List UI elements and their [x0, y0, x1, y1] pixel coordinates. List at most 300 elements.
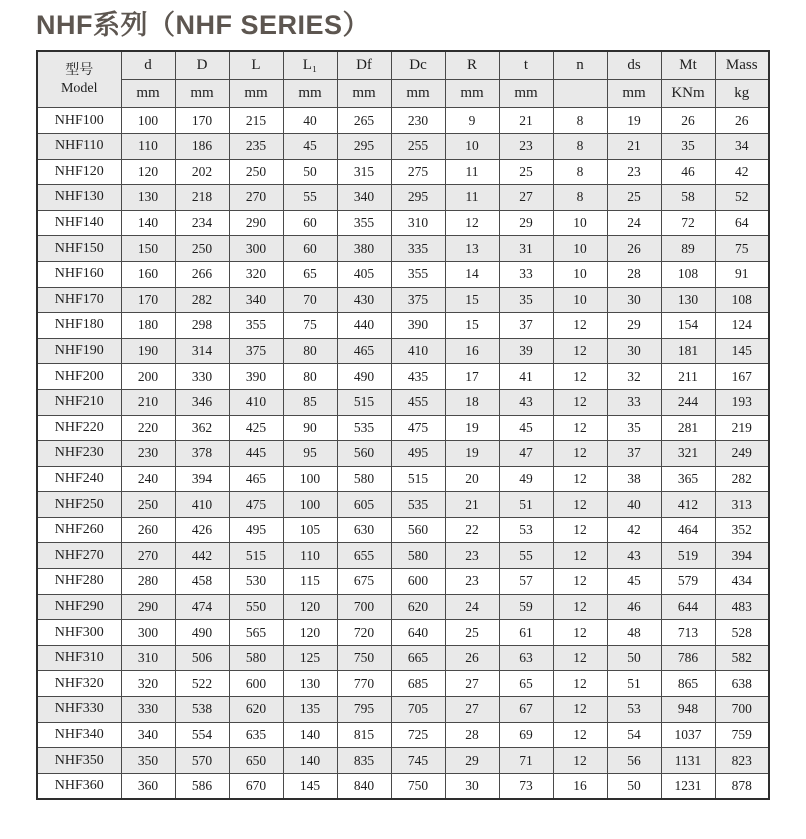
- header-col-unit: [553, 80, 607, 108]
- value-cell: 50: [607, 773, 661, 799]
- table-row: [37, 338, 769, 364]
- value-cell: 145: [715, 338, 769, 364]
- value-cell: 538: [175, 697, 229, 723]
- value-cell: 475: [391, 415, 445, 441]
- table-row: [37, 748, 769, 774]
- value-cell: 10: [553, 210, 607, 236]
- value-cell: 670: [229, 773, 283, 799]
- value-cell: 218: [175, 185, 229, 211]
- value-cell: 202: [175, 159, 229, 185]
- value-cell: 91: [715, 261, 769, 287]
- value-cell: 16: [445, 338, 499, 364]
- value-cell: 335: [391, 236, 445, 262]
- value-cell: 160: [121, 261, 175, 287]
- value-cell: 455: [391, 389, 445, 415]
- value-cell: 41: [499, 364, 553, 390]
- table-row: [37, 210, 769, 236]
- value-cell: 42: [607, 517, 661, 543]
- value-cell: 35: [661, 133, 715, 159]
- value-cell: 464: [661, 517, 715, 543]
- header-col-unit: KNm: [661, 80, 715, 108]
- model-cell: NHF340: [37, 722, 121, 748]
- header-model-label-cn: 型号: [65, 63, 94, 79]
- table-row: [37, 569, 769, 595]
- table-row: [37, 594, 769, 620]
- value-cell: 362: [175, 415, 229, 441]
- value-cell: 630: [337, 517, 391, 543]
- value-cell: 650: [229, 748, 283, 774]
- value-cell: 442: [175, 543, 229, 569]
- value-cell: 80: [283, 364, 337, 390]
- value-cell: 26: [715, 108, 769, 134]
- value-cell: 795: [337, 697, 391, 723]
- value-cell: 27: [445, 671, 499, 697]
- value-cell: 835: [337, 748, 391, 774]
- value-cell: 45: [607, 569, 661, 595]
- value-cell: 49: [499, 466, 553, 492]
- value-cell: 110: [283, 543, 337, 569]
- value-cell: 10: [553, 287, 607, 313]
- model-cell: NHF220: [37, 415, 121, 441]
- value-cell: 282: [715, 466, 769, 492]
- value-cell: 425: [229, 415, 283, 441]
- value-cell: 70: [283, 287, 337, 313]
- value-cell: 100: [283, 492, 337, 518]
- value-cell: 215: [229, 108, 283, 134]
- value-cell: 55: [283, 185, 337, 211]
- value-cell: 12: [553, 722, 607, 748]
- value-cell: 53: [499, 517, 553, 543]
- value-cell: 475: [229, 492, 283, 518]
- value-cell: 266: [175, 261, 229, 287]
- table-row: [37, 415, 769, 441]
- value-cell: 515: [391, 466, 445, 492]
- value-cell: 25: [607, 185, 661, 211]
- value-cell: 535: [391, 492, 445, 518]
- header-col-label: Df: [337, 51, 391, 80]
- value-cell: 39: [499, 338, 553, 364]
- value-cell: 24: [445, 594, 499, 620]
- value-cell: 181: [661, 338, 715, 364]
- value-cell: 840: [337, 773, 391, 799]
- table-row: [37, 236, 769, 262]
- value-cell: 100: [283, 466, 337, 492]
- value-cell: 170: [175, 108, 229, 134]
- value-cell: 30: [607, 287, 661, 313]
- value-cell: 130: [283, 671, 337, 697]
- value-cell: 21: [607, 133, 661, 159]
- value-cell: 638: [715, 671, 769, 697]
- value-cell: 180: [121, 313, 175, 339]
- value-cell: 528: [715, 620, 769, 646]
- value-cell: 355: [337, 210, 391, 236]
- value-cell: 390: [229, 364, 283, 390]
- value-cell: 10: [553, 236, 607, 262]
- model-cell: NHF130: [37, 185, 121, 211]
- header-col-label: L: [229, 51, 283, 80]
- value-cell: 56: [607, 748, 661, 774]
- value-cell: 26: [607, 236, 661, 262]
- value-cell: 815: [337, 722, 391, 748]
- value-cell: 560: [391, 517, 445, 543]
- table-row: [37, 133, 769, 159]
- value-cell: 490: [175, 620, 229, 646]
- value-cell: 249: [715, 441, 769, 467]
- value-cell: 12: [553, 543, 607, 569]
- value-cell: 150: [121, 236, 175, 262]
- value-cell: 28: [445, 722, 499, 748]
- value-cell: 550: [229, 594, 283, 620]
- value-cell: 580: [391, 543, 445, 569]
- value-cell: 21: [445, 492, 499, 518]
- value-cell: 360: [121, 773, 175, 799]
- value-cell: 28: [607, 261, 661, 287]
- value-cell: 11: [445, 185, 499, 211]
- value-cell: 745: [391, 748, 445, 774]
- value-cell: 340: [121, 722, 175, 748]
- table-row: [37, 389, 769, 415]
- model-cell: NHF250: [37, 492, 121, 518]
- value-cell: 65: [283, 261, 337, 287]
- value-cell: 430: [337, 287, 391, 313]
- value-cell: 9: [445, 108, 499, 134]
- value-cell: 280: [121, 569, 175, 595]
- value-cell: 13: [445, 236, 499, 262]
- value-cell: 600: [229, 671, 283, 697]
- value-cell: 865: [661, 671, 715, 697]
- value-cell: 410: [229, 389, 283, 415]
- value-cell: 300: [121, 620, 175, 646]
- value-cell: 495: [229, 517, 283, 543]
- value-cell: 65: [499, 671, 553, 697]
- value-cell: 330: [121, 697, 175, 723]
- model-cell: NHF100: [37, 108, 121, 134]
- value-cell: 27: [445, 697, 499, 723]
- header-col-unit: mm: [229, 80, 283, 108]
- value-cell: 12: [553, 517, 607, 543]
- header-row-labels: [37, 51, 769, 80]
- value-cell: 15: [445, 287, 499, 313]
- value-cell: 12: [553, 364, 607, 390]
- value-cell: 554: [175, 722, 229, 748]
- value-cell: 640: [391, 620, 445, 646]
- header-model-label-en: Model: [60, 80, 98, 96]
- model-cell: NHF290: [37, 594, 121, 620]
- model-cell: NHF280: [37, 569, 121, 595]
- header-col-unit: mm: [499, 80, 553, 108]
- value-cell: 1131: [661, 748, 715, 774]
- value-cell: 8: [553, 159, 607, 185]
- value-cell: 770: [337, 671, 391, 697]
- value-cell: 35: [607, 415, 661, 441]
- value-cell: 12: [553, 466, 607, 492]
- value-cell: 8: [553, 185, 607, 211]
- value-cell: 23: [607, 159, 661, 185]
- value-cell: 57: [499, 569, 553, 595]
- value-cell: 8: [553, 133, 607, 159]
- value-cell: 445: [229, 441, 283, 467]
- value-cell: 193: [715, 389, 769, 415]
- value-cell: 12: [553, 492, 607, 518]
- value-cell: 33: [499, 261, 553, 287]
- value-cell: 12: [445, 210, 499, 236]
- value-cell: 200: [121, 364, 175, 390]
- table-row: [37, 185, 769, 211]
- value-cell: 46: [661, 159, 715, 185]
- value-cell: 355: [229, 313, 283, 339]
- value-cell: 644: [661, 594, 715, 620]
- value-cell: 61: [499, 620, 553, 646]
- table-row: [37, 492, 769, 518]
- value-cell: 30: [445, 773, 499, 799]
- model-cell: NHF210: [37, 389, 121, 415]
- value-cell: 23: [445, 569, 499, 595]
- value-cell: 130: [121, 185, 175, 211]
- model-cell: NHF170: [37, 287, 121, 313]
- model-cell: NHF240: [37, 466, 121, 492]
- value-cell: 310: [391, 210, 445, 236]
- model-cell: NHF180: [37, 313, 121, 339]
- table-row: [37, 466, 769, 492]
- value-cell: 26: [445, 645, 499, 671]
- value-cell: 321: [661, 441, 715, 467]
- header-col-unit: mm: [283, 80, 337, 108]
- value-cell: 15: [445, 313, 499, 339]
- value-cell: 22: [445, 517, 499, 543]
- value-cell: 27: [499, 185, 553, 211]
- value-cell: 786: [661, 645, 715, 671]
- value-cell: 515: [337, 389, 391, 415]
- header-col-unit: mm: [121, 80, 175, 108]
- value-cell: 45: [283, 133, 337, 159]
- value-cell: 300: [229, 236, 283, 262]
- value-cell: 320: [121, 671, 175, 697]
- value-cell: 535: [337, 415, 391, 441]
- value-cell: 64: [715, 210, 769, 236]
- value-cell: 12: [553, 620, 607, 646]
- header-col-label: R: [445, 51, 499, 80]
- value-cell: 24: [607, 210, 661, 236]
- value-cell: 600: [391, 569, 445, 595]
- header-col-label: Mt: [661, 51, 715, 80]
- value-cell: 265: [337, 108, 391, 134]
- table-row: [37, 313, 769, 339]
- value-cell: 750: [337, 645, 391, 671]
- value-cell: 522: [175, 671, 229, 697]
- value-cell: 31: [499, 236, 553, 262]
- value-cell: 230: [391, 108, 445, 134]
- value-cell: 378: [175, 441, 229, 467]
- header-col-unit: mm: [607, 80, 661, 108]
- value-cell: 310: [121, 645, 175, 671]
- table-row: [37, 773, 769, 799]
- model-cell: NHF260: [37, 517, 121, 543]
- header-col-label: Dc: [391, 51, 445, 80]
- value-cell: 52: [715, 185, 769, 211]
- model-cell: NHF160: [37, 261, 121, 287]
- value-cell: 19: [607, 108, 661, 134]
- value-cell: 54: [607, 722, 661, 748]
- value-cell: 140: [283, 722, 337, 748]
- value-cell: 519: [661, 543, 715, 569]
- value-cell: 440: [337, 313, 391, 339]
- value-cell: 14: [445, 261, 499, 287]
- value-cell: 59: [499, 594, 553, 620]
- value-cell: 620: [229, 697, 283, 723]
- value-cell: 29: [607, 313, 661, 339]
- value-cell: 295: [391, 185, 445, 211]
- value-cell: 51: [607, 671, 661, 697]
- table-row: [37, 108, 769, 134]
- value-cell: 565: [229, 620, 283, 646]
- value-cell: 1231: [661, 773, 715, 799]
- value-cell: 11: [445, 159, 499, 185]
- value-cell: 582: [715, 645, 769, 671]
- value-cell: 270: [121, 543, 175, 569]
- model-cell: NHF230: [37, 441, 121, 467]
- value-cell: 255: [391, 133, 445, 159]
- value-cell: 30: [607, 338, 661, 364]
- value-cell: 38: [607, 466, 661, 492]
- model-cell: NHF330: [37, 697, 121, 723]
- value-cell: 140: [121, 210, 175, 236]
- table-row: [37, 620, 769, 646]
- value-cell: 125: [283, 645, 337, 671]
- value-cell: 53: [607, 697, 661, 723]
- value-cell: 51: [499, 492, 553, 518]
- value-cell: 17: [445, 364, 499, 390]
- value-cell: 75: [715, 236, 769, 262]
- value-cell: 50: [283, 159, 337, 185]
- value-cell: 135: [283, 697, 337, 723]
- value-cell: 635: [229, 722, 283, 748]
- value-cell: 365: [661, 466, 715, 492]
- value-cell: 580: [229, 645, 283, 671]
- value-cell: 579: [661, 569, 715, 595]
- value-cell: 315: [337, 159, 391, 185]
- value-cell: 250: [121, 492, 175, 518]
- value-cell: 586: [175, 773, 229, 799]
- table-row: [37, 364, 769, 390]
- value-cell: 85: [283, 389, 337, 415]
- value-cell: 90: [283, 415, 337, 441]
- value-cell: 410: [391, 338, 445, 364]
- value-cell: 130: [661, 287, 715, 313]
- value-cell: 10: [553, 261, 607, 287]
- value-cell: 40: [607, 492, 661, 518]
- value-cell: 140: [283, 748, 337, 774]
- header-col-unit: mm: [391, 80, 445, 108]
- value-cell: 12: [553, 594, 607, 620]
- value-cell: 290: [229, 210, 283, 236]
- value-cell: 700: [337, 594, 391, 620]
- value-cell: 18: [445, 389, 499, 415]
- value-cell: 108: [715, 287, 769, 313]
- value-cell: 12: [553, 569, 607, 595]
- value-cell: 290: [121, 594, 175, 620]
- value-cell: 12: [553, 313, 607, 339]
- value-cell: 80: [283, 338, 337, 364]
- value-cell: 495: [391, 441, 445, 467]
- table-row: [37, 645, 769, 671]
- value-cell: 1037: [661, 722, 715, 748]
- header-col-label: n: [553, 51, 607, 80]
- value-cell: 55: [499, 543, 553, 569]
- value-cell: 346: [175, 389, 229, 415]
- value-cell: 355: [391, 261, 445, 287]
- value-cell: 234: [175, 210, 229, 236]
- value-cell: 655: [337, 543, 391, 569]
- value-cell: 190: [121, 338, 175, 364]
- value-cell: 823: [715, 748, 769, 774]
- table-row: [37, 543, 769, 569]
- value-cell: 95: [283, 441, 337, 467]
- value-cell: 105: [283, 517, 337, 543]
- header-col-label: ds: [607, 51, 661, 80]
- value-cell: 410: [175, 492, 229, 518]
- table-body: [37, 108, 769, 800]
- value-cell: 281: [661, 415, 715, 441]
- value-cell: 570: [175, 748, 229, 774]
- value-cell: 67: [499, 697, 553, 723]
- value-cell: 8: [553, 108, 607, 134]
- header-col-unit: kg: [715, 80, 769, 108]
- value-cell: 124: [715, 313, 769, 339]
- value-cell: 250: [229, 159, 283, 185]
- model-cell: NHF350: [37, 748, 121, 774]
- value-cell: 25: [499, 159, 553, 185]
- value-cell: 58: [661, 185, 715, 211]
- value-cell: 298: [175, 313, 229, 339]
- value-cell: 394: [175, 466, 229, 492]
- value-cell: 759: [715, 722, 769, 748]
- value-cell: 12: [553, 748, 607, 774]
- value-cell: 340: [337, 185, 391, 211]
- value-cell: 685: [391, 671, 445, 697]
- value-cell: 115: [283, 569, 337, 595]
- value-cell: 465: [337, 338, 391, 364]
- value-cell: 71: [499, 748, 553, 774]
- value-cell: 314: [175, 338, 229, 364]
- value-cell: 412: [661, 492, 715, 518]
- value-cell: 350: [121, 748, 175, 774]
- value-cell: 530: [229, 569, 283, 595]
- value-cell: 32: [607, 364, 661, 390]
- value-cell: 474: [175, 594, 229, 620]
- value-cell: 23: [499, 133, 553, 159]
- value-cell: 458: [175, 569, 229, 595]
- model-cell: NHF360: [37, 773, 121, 799]
- header-col-label: Mass: [715, 51, 769, 80]
- header-col-label: t: [499, 51, 553, 80]
- value-cell: 46: [607, 594, 661, 620]
- value-cell: 186: [175, 133, 229, 159]
- value-cell: 750: [391, 773, 445, 799]
- value-cell: 72: [661, 210, 715, 236]
- value-cell: 12: [553, 415, 607, 441]
- spec-table: [36, 50, 770, 800]
- table-row: [37, 671, 769, 697]
- value-cell: 21: [499, 108, 553, 134]
- value-cell: 12: [553, 441, 607, 467]
- header-col-label: D: [175, 51, 229, 80]
- table-row: [37, 159, 769, 185]
- value-cell: 250: [175, 236, 229, 262]
- value-cell: 244: [661, 389, 715, 415]
- table-row: [37, 441, 769, 467]
- value-cell: 878: [715, 773, 769, 799]
- value-cell: 10: [445, 133, 499, 159]
